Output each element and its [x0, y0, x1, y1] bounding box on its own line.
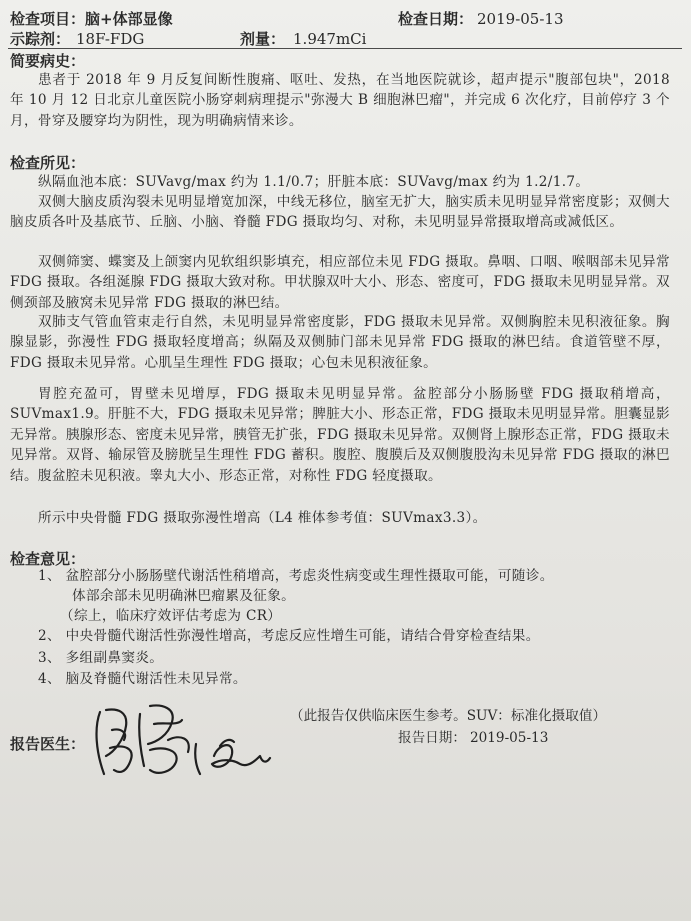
dose-label: 剂量：	[240, 30, 286, 48]
exam-item	[10, 8, 173, 29]
report-date	[398, 726, 548, 746]
doctor-signature	[84, 700, 284, 784]
exam-item-label: 检查项目：	[10, 10, 86, 28]
report-date-value: 2019-05-13	[469, 730, 549, 746]
findings-title: 检查所见：	[10, 154, 86, 172]
doctor-label: 报告医生：	[10, 735, 86, 753]
opinion-item-2: 2、 中央骨髓代谢活性弥漫性增高，考虑反应性增生可能，请结合骨穿检查结果。	[38, 628, 540, 644]
opinion-item-1-cont: 体部余部未见明确淋巴瘤累及征象。	[72, 588, 296, 604]
findings-paragraph: 双肺支气管血管束走行自然，未见明显异常密度影，FDG 摄取未见异常。双侧胸腔未见积液征象。胸腺显影，弥漫性 FDG 摄取轻度增高；纵隔及双侧肺门部未见异常 FDG 摄取的淋巴结。食道管壁不厚，FDG 摄取未见异常。心肌呈生理性 FDG 摄取；心包未见积液征象。	[10, 314, 670, 371]
header-divider	[8, 48, 682, 49]
opinion-item-3: 3、 多组副鼻窦炎。	[38, 650, 164, 666]
findings-paragraph: 双侧筛窦、蝶窦及上颌窦内见软组织影填充，相应部位未见 FDG 摄取。鼻咽、口咽、喉咽部未见异常 FDG 摄取。各组涎腺 FDG 摄取大致对称。甲状腺双叶大小、形态、密度可，FDG 摄取未见明显异常。双侧颈部及腋窝未见异常 FDG 摄取的淋巴结。	[10, 254, 670, 311]
tracer-value: 18F-FDG	[76, 30, 145, 48]
opinion-item-1-summary: （综上，临床疗效评估考虑为 CR）	[60, 608, 282, 624]
findings-paragraph: 纵隔血池本底：SUVavg/max 约为 1.1/0.7；肝脏本底：SUVavg/max 约为 1.2/1.7。	[38, 174, 590, 190]
exam-date	[398, 8, 564, 29]
exam-item-value: 脑+体部显像	[85, 10, 173, 28]
tracer	[10, 28, 144, 49]
disclaimer: （此报告仅供临床医生参考。SUV：标准化摄取值）	[290, 708, 607, 724]
history-text: 患者于 2018 年 9 月反复间断性腹痛、呕吐、发热，在当地医院就诊，超声提示"腹部包块"，2018 年 10 月 12 日北京儿童医院小肠穿刺病理提示"弥漫大 B 细胞淋巴瘤"，并完成 6 次化疗，目前停疗 3 个月，骨穿及腰穿均为阴性，现为明确病情来诊。	[10, 72, 670, 129]
dose	[240, 28, 366, 49]
findings-paragraph: 双侧大脑皮质沟裂未见明显增宽加深，中线无移位，脑室无扩大，脑实质未见明显异常密度影；双侧大脑皮质各叶及基底节、丘脑、小脑、脊髓 FDG 摄取均匀、对称，未见明显异常摄取增高或减低区。	[10, 194, 670, 231]
exam-date-value: 2019-05-13	[477, 10, 564, 28]
tracer-label: 示踪剂：	[10, 30, 71, 48]
opinion-item-4: 4、 脑及脊髓代谢活性未见异常。	[38, 671, 247, 687]
report-date-label: 报告日期：	[398, 730, 466, 746]
findings-paragraph: 所示中央骨髓 FDG 摄取弥漫性增高（L4 椎体参考值：SUVmax3.3）。	[38, 510, 487, 526]
opinion-item-1: 1、 盆腔部分小肠肠壁代谢活性稍增高，考虑炎性病变或生理性摄取可能，可随诊。	[38, 568, 554, 584]
opinion-title: 检查意见：	[10, 550, 86, 568]
findings-paragraph: 胃腔充盈可，胃壁未见增厚，FDG 摄取未见明显异常。盆腔部分小肠肠壁 FDG 摄取稍增高，SUVmax1.9。肝脏不大，FDG 摄取未见异常；脾脏大小、形态正常，FDG 摄取未见明显异常。胆囊显影无异常。胰腺形态、密度未见异常，胰管无扩张，FDG 摄取未见异常。双侧肾上腺形态正常，FDG 摄取未见异常。双肾、输尿管及膀胱呈生理性 FDG 蓄积。腹腔、腹膜后及双侧腹股沟未见异常 FDG 摄取的淋巴结。腹盆腔未见积液。睾丸大小、形态正常，对称性 FDG 轻度摄取。	[10, 386, 670, 484]
exam-date-label: 检查日期：	[398, 10, 474, 28]
dose-value: 1.947mCi	[293, 30, 367, 48]
history-title: 简要病史：	[10, 52, 86, 70]
